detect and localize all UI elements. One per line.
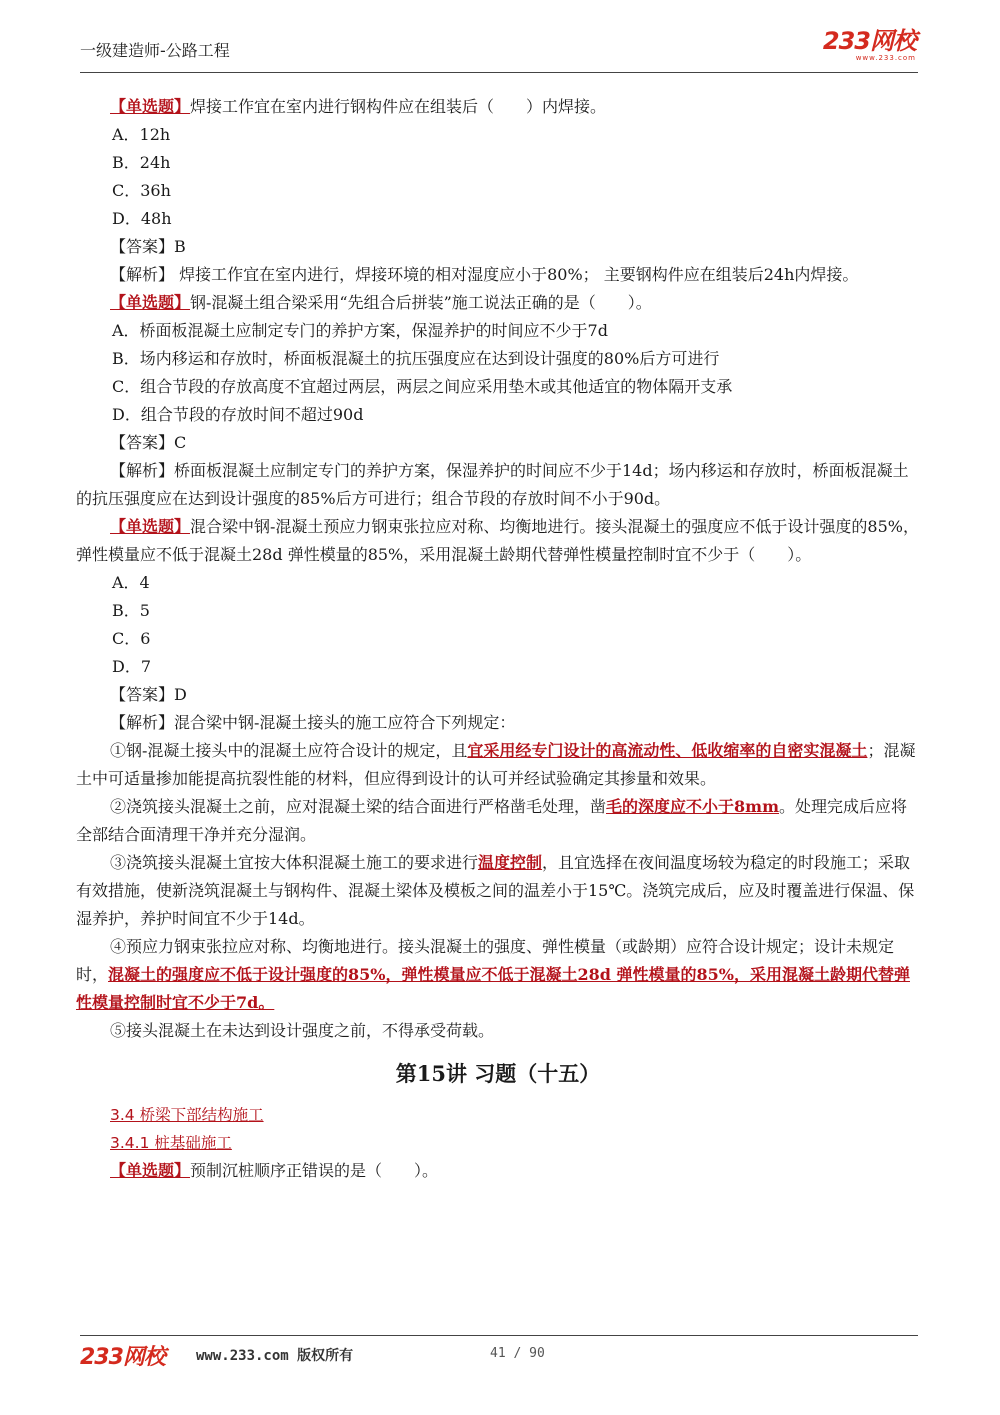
option-b: B．5 [112, 601, 150, 620]
option-d: D．48h [112, 209, 172, 228]
point-text: ；混凝土中可适量掺加能提高抗裂性能的材料，但应得到设计的认可并经试验确定其掺量和效果。 [76, 741, 916, 788]
question-3 [76, 513, 920, 1045]
footer-logo: 233网校 [80, 1345, 165, 1370]
subsection-heading: 3.4.1 桩基础施工 [110, 1134, 232, 1152]
question-stem [76, 1157, 920, 1185]
point-text: ，且宜选择在夜间温度场较为稳定的时段施工；采取有效措施，使新浇筑混凝土与钢构件、混凝土梁体及模板之间的温差小于15℃。浇筑完成后，应及时覆盖进行保温、保湿养护，养护时间宜不少于14d。 [76, 853, 915, 928]
highlight-text: 混凝土的强度应不低于设计强度的85%，弹性模量应不低于混凝土28d 弹性模量的85%，采用混凝土龄期代替弹性模量控制时宜不少于7d。 [76, 965, 910, 1012]
page-number: 41 / 90 [490, 1346, 545, 1361]
question-type-tag: 【单选题】 [110, 517, 191, 536]
question-type-tag: 【单选题】 [110, 1161, 191, 1180]
logo-url: www.233.com [855, 54, 916, 62]
option-d: D．组合节段的存放时间不超过90d [112, 405, 364, 424]
footer-copyright: www.233.com 版权所有 [196, 1348, 354, 1364]
logo-text: 233网校 [822, 27, 916, 55]
option-b: B．场内移运和存放时，桥面板混凝土的抗压强度应在达到设计强度的80%后方可进行 [112, 349, 720, 368]
option-a: A．桥面板混凝土应制定专门的养护方案，保湿养护的时间应不少于7d [112, 321, 608, 340]
question-4 [76, 1157, 920, 1185]
analysis-point-3 [76, 849, 920, 933]
analysis: 【解析】桥面板混凝土应制定专门的养护方案，保湿养护的时间应不少于14d；场内移运和存放时，桥面板混凝土的抗压强度应在达到设计强度的85%后方可进行；组合节段的存放时间不小于90d。 [76, 461, 909, 508]
page-content [76, 93, 920, 1185]
point-text: 。处理完成后应将全部结合面清理干净并充分湿润。 [76, 797, 908, 844]
question-text: 焊接工作宜在室内进行钢构件应在组装后（ ）内焊接。 [190, 97, 607, 116]
option-d: D．7 [112, 657, 152, 676]
option-b: B．24h [112, 153, 171, 172]
option-c: C．组合节段的存放高度不宜超过两层，两层之间应采用垫木或其他适宜的物体隔开支承 [112, 377, 733, 396]
question-text: 钢-混凝土组合梁采用“先组合后拼装”施工说法正确的是（ ）。 [190, 293, 652, 312]
option-a: A．4 [112, 573, 150, 592]
analysis: 【解析】 焊接工作宜在室内进行，焊接环境的相对湿度应小于80%； 主要钢构件应在组装后24h内焊接。 [110, 265, 859, 284]
analysis-point-1 [76, 737, 920, 793]
question-stem [76, 513, 920, 569]
highlight-text: 毛的深度应不小于8mm [606, 797, 780, 816]
section-heading: 3.4 桥梁下部结构施工 [110, 1106, 264, 1124]
footer-divider [80, 1335, 918, 1336]
answer: 【答案】B [110, 237, 186, 256]
answer: 【答案】D [110, 685, 187, 704]
answer: 【答案】C [110, 433, 187, 452]
analysis-point-4 [76, 933, 920, 1017]
question-stem [76, 289, 920, 317]
question-type-tag: 【单选题】 [110, 97, 191, 116]
analysis-intro: 【解析】混合梁中钢-混凝土接头的施工应符合下列规定： [110, 713, 516, 732]
option-c: C．6 [112, 629, 151, 648]
question-type-tag: 【单选题】 [110, 293, 191, 312]
point-text: ①钢-混凝土接头中的混凝土应符合设计的规定，且 [110, 741, 468, 760]
analysis-point-5: ⑤接头混凝土在未达到设计强度之前，不得承受荷载。 [110, 1021, 495, 1040]
document-title: 一级建造师-公路工程 [80, 41, 230, 60]
question-2 [76, 289, 920, 513]
question-1 [76, 93, 920, 289]
option-c: C．36h [112, 181, 171, 200]
question-stem [76, 93, 920, 121]
question-text: 混合梁中钢-混凝土预应力钢束张拉应对称、均衡地进行。接头混凝土的强度应不低于设计强度的85%，弹性模量应不低于混凝土28d 弹性模量的85%，采用混凝土龄期代替弹性模量控制时宜不少于（ ）。 [76, 517, 919, 564]
brand-logo [804, 28, 916, 68]
point-text: ③浇筑接头混凝土宜按大体积混凝土施工的要求进行 [110, 853, 479, 872]
point-text: ④预应力钢束张拉应对称、均衡地进行。接头混凝土的强度、弹性模量（或龄期）应符合设计规定；设计未规定时， [76, 937, 895, 984]
question-text: 预制沉桩顺序正错误的是（ ）。 [190, 1161, 439, 1180]
highlight-text: 宜采用经专门设计的高流动性、低收缩率的自密实混凝土 [467, 741, 868, 760]
option-a: A．12h [112, 125, 171, 144]
header-divider [80, 72, 918, 73]
lecture-title: 第15讲 习题（十五） [395, 1061, 601, 1086]
analysis-point-2 [76, 793, 920, 849]
point-text: ②浇筑接头混凝土之前，应对混凝土梁的结合面进行严格凿毛处理，凿 [110, 797, 607, 816]
highlight-text: 温度控制 [478, 853, 543, 872]
